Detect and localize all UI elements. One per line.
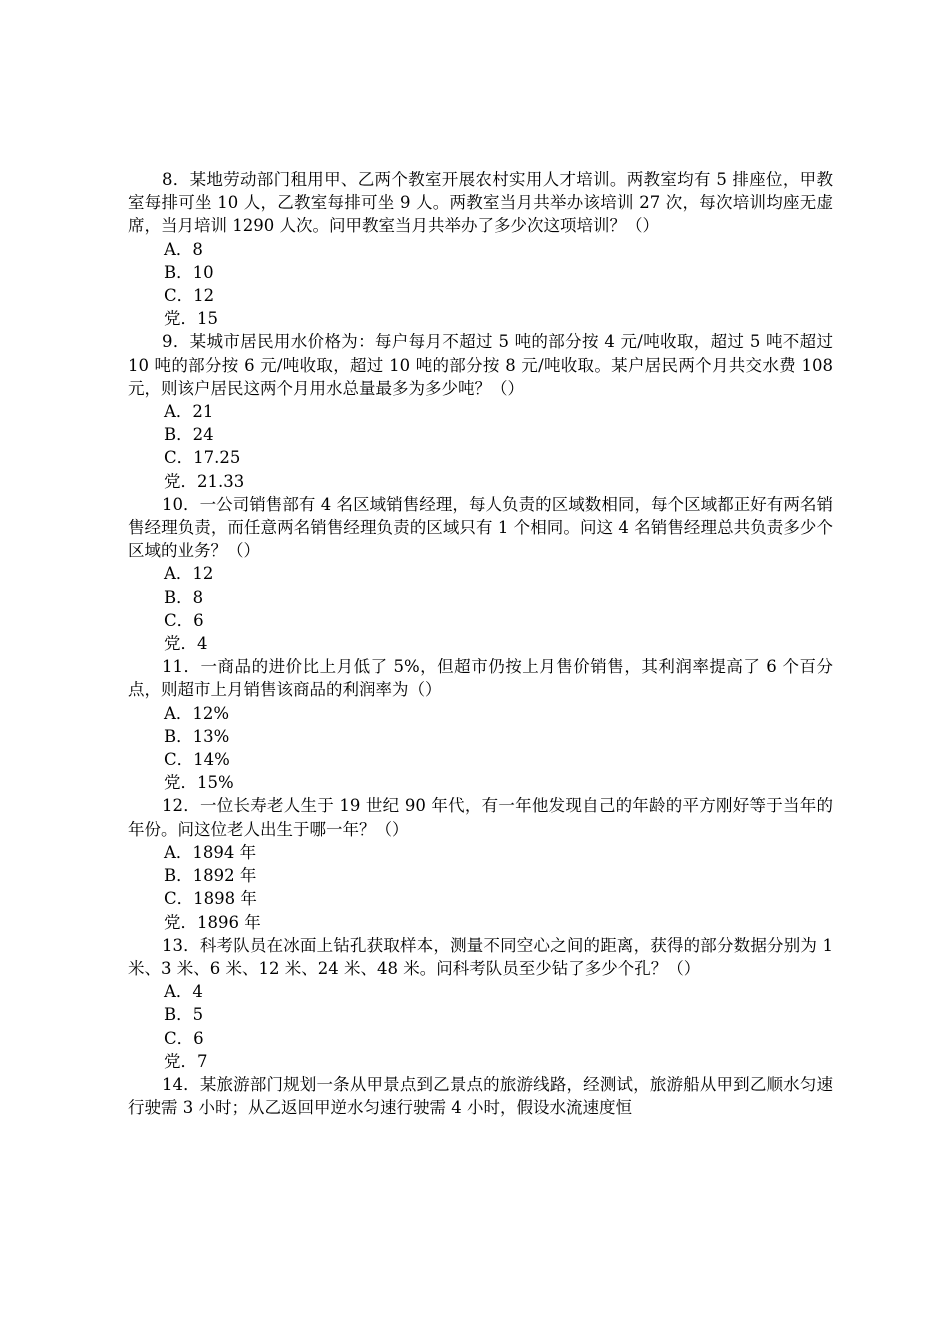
option-b: B．5	[164, 1005, 204, 1025]
question-stem: 13．科考队员在冰面上钻孔获取样本，测量不同空心之间的距离，获得的部分数据分别为 1 米、3 米、6 米、12 米、24 米、48 米。问科考队员至少钻了多少个孔？（）	[128, 935, 833, 978]
option-b: B．1892 年	[164, 866, 257, 886]
option-b: B．13%	[164, 726, 230, 746]
option-c: C．12	[164, 286, 215, 306]
option-list	[128, 702, 833, 795]
option-d: 党．4	[164, 634, 208, 654]
question-9	[128, 330, 833, 492]
option-list	[128, 562, 833, 655]
question-11	[128, 655, 833, 794]
option-a: A．8	[164, 239, 203, 259]
option-b: B．24	[164, 425, 214, 445]
question-12	[128, 794, 833, 933]
question-8	[128, 168, 833, 330]
option-list	[128, 980, 833, 1073]
option-a: A．21	[164, 402, 214, 422]
question-stem: 9．某城市居民用水价格为：每户每月不超过 5 吨的部分按 4 元/吨收取，超过 5 吨不超过 10 吨的部分按 6 元/吨收取，超过 10 吨的部分按 8 元/吨收取。某户居民两个月共交水费 108 元，则该户居民这两个月用水总量最多为多少吨？（）	[128, 332, 833, 398]
option-c: C．6	[164, 1028, 204, 1048]
option-d: 党．21.33	[164, 471, 245, 491]
question-list	[128, 168, 833, 1119]
option-c: C．1898 年	[164, 889, 257, 909]
option-a: A．1894 年	[164, 842, 257, 862]
option-list	[128, 400, 833, 493]
option-c: C．14%	[164, 750, 230, 770]
option-b: B．8	[164, 587, 204, 607]
option-b: B．10	[164, 262, 214, 282]
question-stem: 8．某地劳动部门租用甲、乙两个教室开展农村实用人才培训。两教室均有 5 排座位，甲教室每排可坐 10 人，乙教室每排可坐 9 人。两教室当月共举办该培训 27 次，每次培训均座无虚席，当月培训 1290 人次。问甲教室当月共举办了多少次这项培训？（）	[128, 170, 833, 236]
option-a: A．4	[164, 982, 203, 1002]
option-list	[128, 841, 833, 934]
option-a: A．12%	[164, 703, 230, 723]
question-stem: 12．一位长寿老人生于 19 世纪 90 年代，有一年他发现自己的年龄的平方刚好等于当年的年份。问这位老人出生于哪一年？（）	[128, 796, 833, 839]
question-10	[128, 493, 833, 655]
question-stem: 10．一公司销售部有 4 名区域销售经理，每人负责的区域数相同，每个区域都正好有两名销售经理负责，而任意两名销售经理负责的区域只有 1 个相同。问这 4 名销售经理总共负责多少个区域的业务？（）	[128, 494, 833, 561]
option-a: A．12	[164, 564, 214, 584]
question-stem: 11．一商品的进价比上月低了 5%，但超市仍按上月售价销售，其利润率提高了 6 个百分点，则超市上月销售该商品的利润率为（）	[128, 657, 833, 700]
option-d: 党．15	[164, 309, 218, 329]
option-d: 党．1896 年	[164, 912, 261, 932]
option-list	[128, 238, 833, 331]
option-d: 党．7	[164, 1051, 208, 1071]
option-c: C．17.25	[164, 448, 241, 468]
question-14	[128, 1073, 833, 1119]
option-c: C．6	[164, 610, 204, 630]
option-d: 党．15%	[164, 773, 234, 793]
question-stem: 14．某旅游部门规划一条从甲景点到乙景点的旅游线路，经测试，旅游船从甲到乙顺水匀速行驶需 3 小时；从乙返回甲逆水匀速行驶需 4 小时，假设水流速度恒	[128, 1074, 833, 1118]
question-13	[128, 934, 833, 1073]
